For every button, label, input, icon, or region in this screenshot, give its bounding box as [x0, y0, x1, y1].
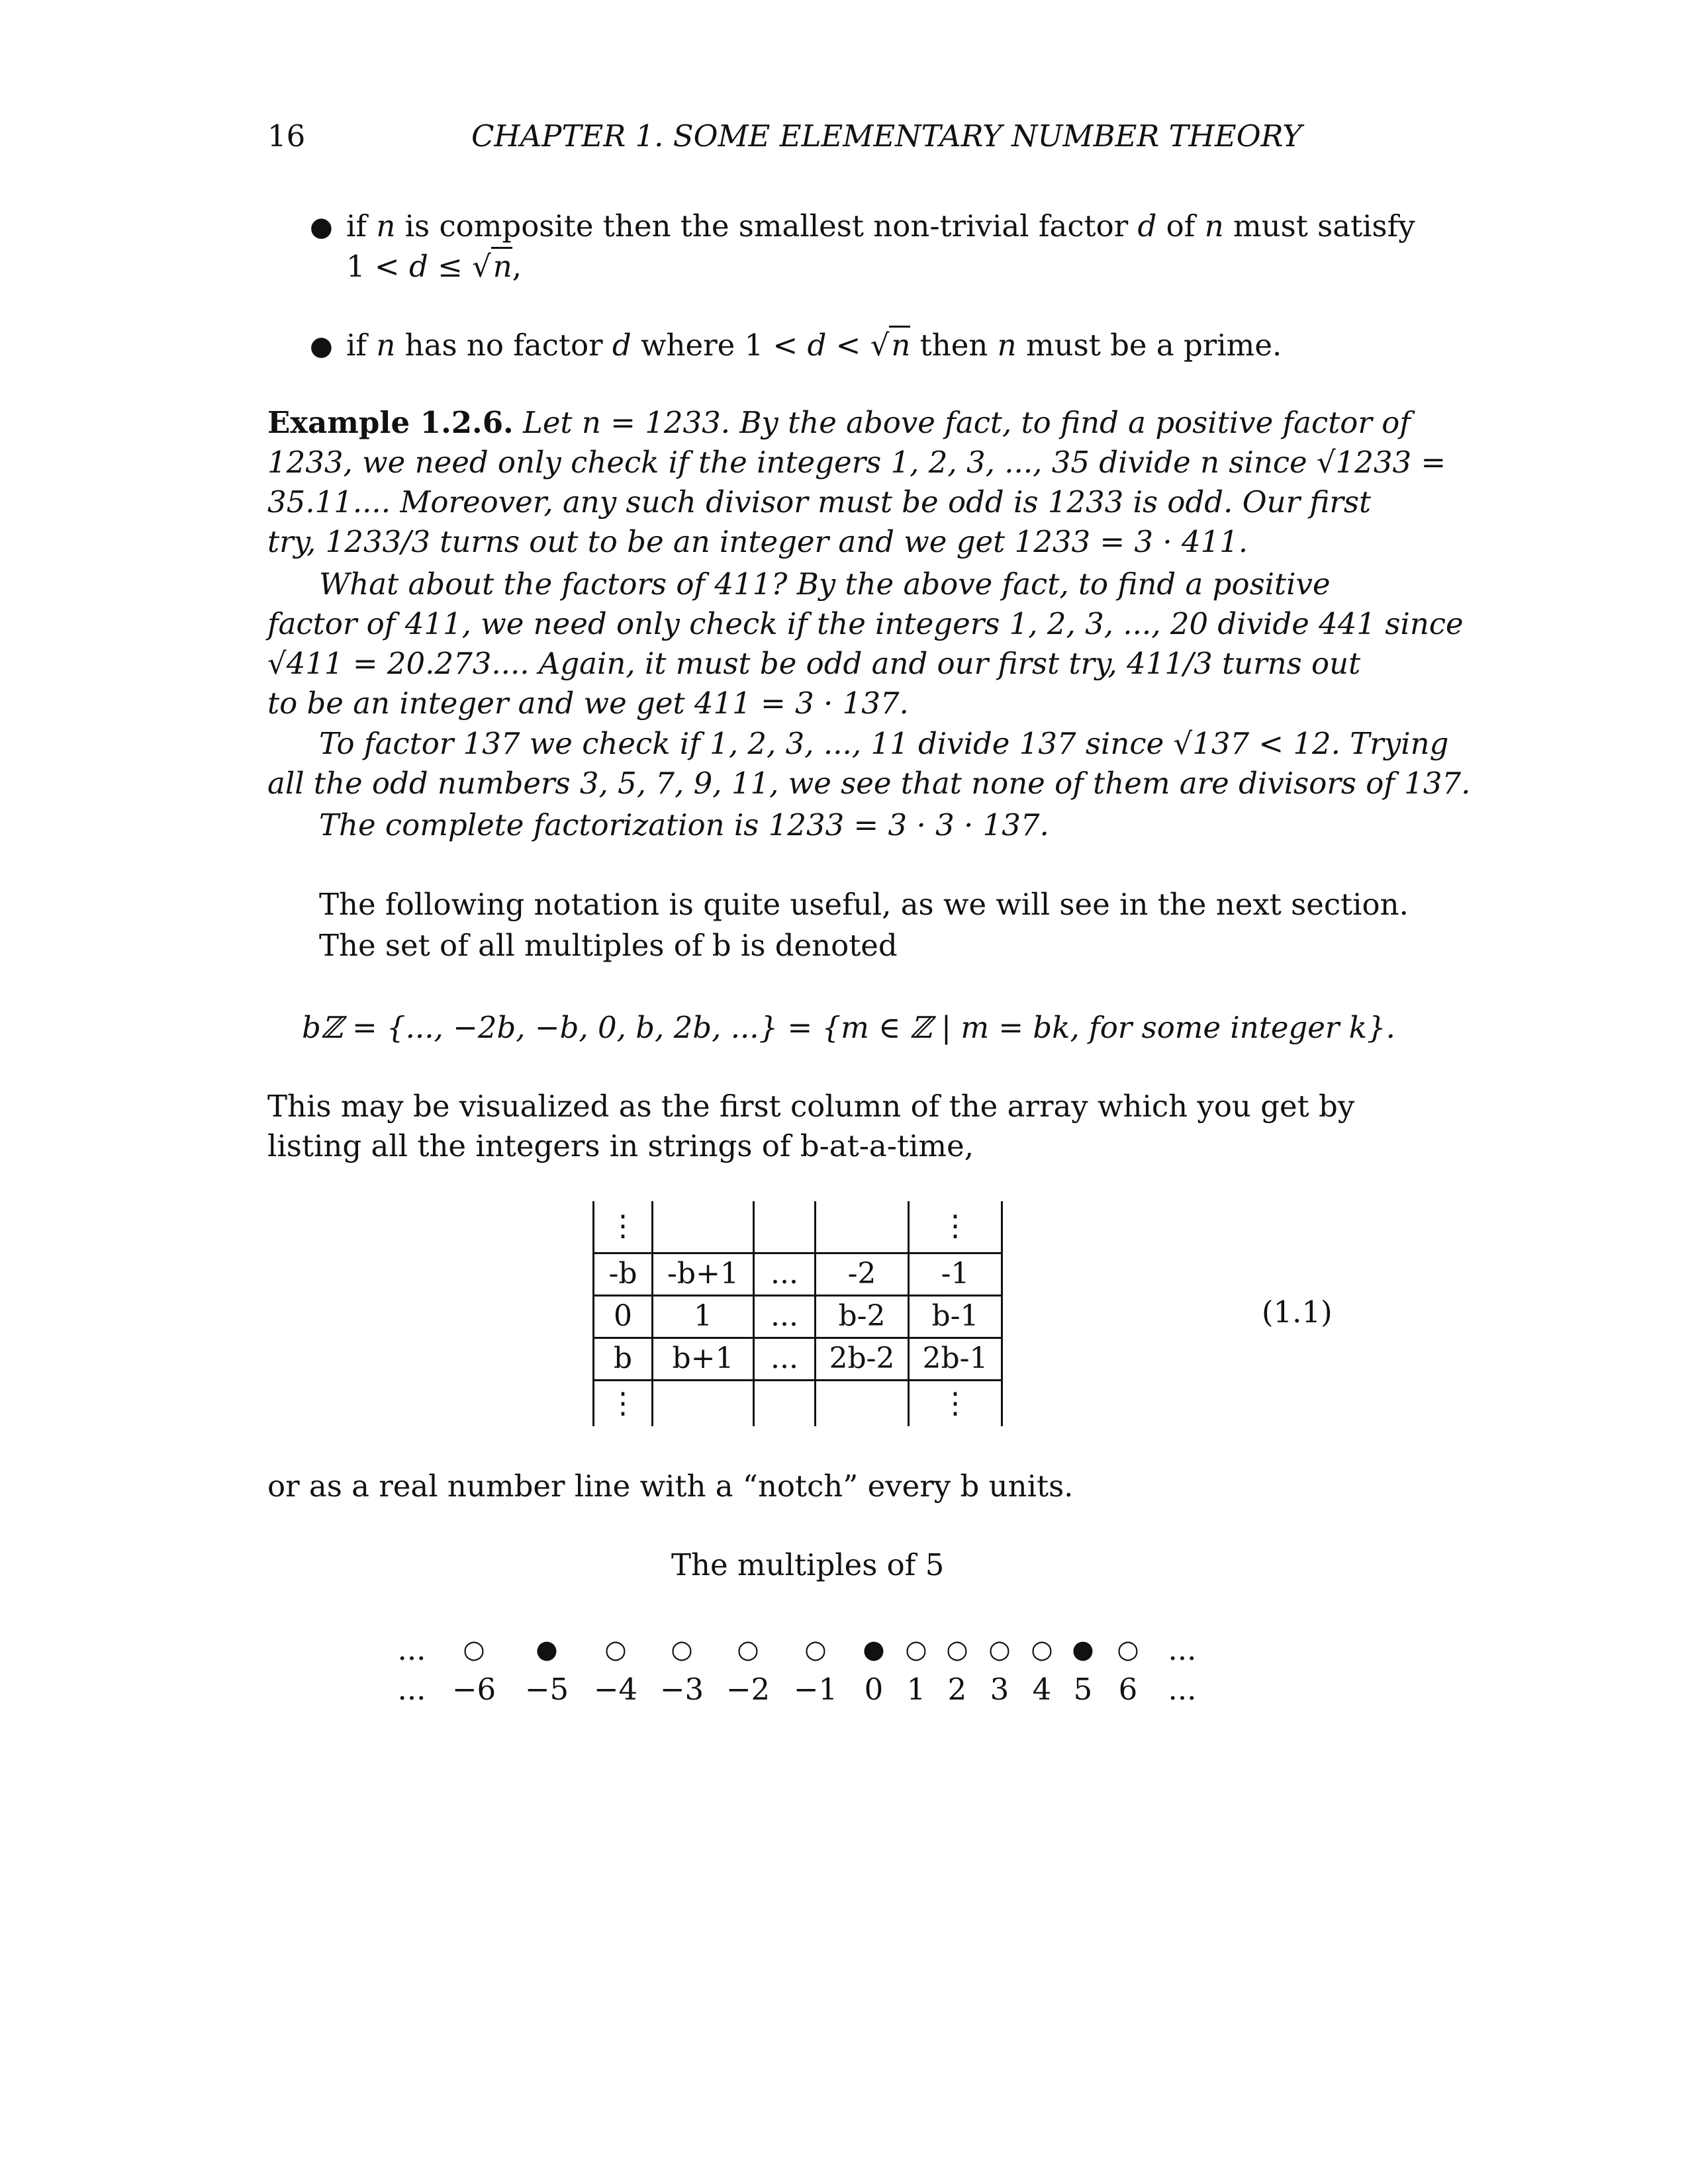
open-dot-icon: ○ [1117, 1635, 1139, 1664]
table-cell: ... [754, 1253, 816, 1295]
example-para3-line-1: To factor 137 we check if 1, 2, 3, ..., 11 divide 137 since √137 < 12. Trying [319, 726, 1449, 761]
bullet-1-line-1: if n is composite then the smallest non-trivial factor d of n must satisfy [346, 208, 1415, 244]
numberline-label: 6 [1118, 1672, 1138, 1707]
open-dot-icon: ○ [1031, 1635, 1053, 1664]
table-cell: ... [754, 1295, 816, 1338]
bullet-icon: ● [310, 331, 333, 361]
ellipsis: ... [1168, 1632, 1197, 1667]
example-para2-line-3: √411 = 20.273.... Again, it must be odd and our first try, 411/3 turns out [267, 646, 1361, 681]
ellipsis: ... [397, 1632, 426, 1667]
page-number: 16 [267, 118, 306, 154]
table-cell: 2b-1 [909, 1338, 1002, 1380]
example-para2-line-1: What about the factors of 411? By the above fact, to find a positive [319, 567, 1331, 602]
open-dot-icon: ○ [946, 1635, 968, 1664]
open-dot-icon: ○ [463, 1635, 485, 1664]
table-cell: 2b-2 [816, 1338, 909, 1380]
numberline-label: 2 [947, 1672, 967, 1707]
vdots-cell: ⋮ [594, 1380, 653, 1426]
notation-line-2: The set of all multiples of b is denoted [319, 928, 898, 963]
open-dot-icon: ○ [604, 1635, 627, 1664]
filled-dot-icon: ● [536, 1635, 558, 1664]
numberline-label: −2 [726, 1672, 771, 1707]
vdots-cell: ⋮ [594, 1201, 653, 1253]
example-para3-line-2: all the odd numbers 3, 5, 7, 9, 11, we see that none of them are divisors of 137. [267, 766, 1471, 801]
table-row [594, 1201, 1002, 1253]
numberline-label: 5 [1073, 1672, 1093, 1707]
example-para4-line-1: The complete factorization is 1233 = 3 · 3 · 137. [319, 807, 1049, 842]
table-cell: -1 [909, 1253, 1002, 1295]
open-dot-icon: ○ [737, 1635, 759, 1664]
table-cell: b+1 [653, 1338, 754, 1380]
numberline-label: 3 [990, 1672, 1009, 1707]
chapter-title: CHAPTER 1. SOME ELEMENTARY NUMBER THEORY [471, 118, 1302, 154]
example-line-1: Example 1.2.6. Let n = 1233. By the above fact, to find a positive factor of [267, 405, 1411, 440]
notation-line-4: listing all the integers in strings of b-at-a-time, [267, 1128, 974, 1163]
table-cell: -b+1 [653, 1253, 754, 1295]
table-row [594, 1295, 1002, 1338]
open-dot-icon: ○ [804, 1635, 827, 1664]
numberline-label: ... [1168, 1672, 1197, 1707]
table-cell: -2 [816, 1253, 909, 1295]
open-dot-icon: ○ [905, 1635, 927, 1664]
numberline-marks [0, 1629, 1688, 1670]
numberline-label: 4 [1032, 1672, 1052, 1707]
numberline-label: ... [397, 1672, 426, 1707]
table-row [594, 1380, 1002, 1426]
numberline-label: 0 [864, 1672, 884, 1707]
numberline-label: −5 [524, 1672, 569, 1707]
numberline-label: −1 [793, 1672, 838, 1707]
filled-dot-icon: ● [863, 1635, 885, 1664]
equation-number: (1.1) [1262, 1295, 1333, 1330]
table-cell: 1 [653, 1295, 754, 1338]
table-cell: ... [754, 1338, 816, 1380]
bullet-1-line-2: 1 < d ≤ √n, [346, 246, 522, 287]
table-cell: -b [594, 1253, 653, 1295]
example-line-4: try, 1233/3 turns out to be an integer and we get 1233 = 3 · 411. [267, 524, 1248, 559]
integer-array-table [592, 1201, 1003, 1426]
numberline-label: −4 [593, 1672, 638, 1707]
table-cell: 0 [594, 1295, 653, 1338]
numberline-label: 1 [906, 1672, 926, 1707]
notation-line-1: The following notation is quite useful, as we will see in the next section. [319, 887, 1409, 922]
numberline-title: The multiples of 5 [671, 1547, 945, 1582]
numberline-labels [0, 1669, 1688, 1709]
numberline-label: −3 [659, 1672, 704, 1707]
example-line-3: 35.11.... Moreover, any such divisor must be odd is 1233 is odd. Our first [267, 484, 1372, 520]
bullet-icon: ● [310, 212, 333, 242]
numberline-label: −6 [451, 1672, 496, 1707]
table-row [594, 1338, 1002, 1380]
filled-dot-icon: ● [1072, 1635, 1094, 1664]
example-para2-line-2: factor of 411, we need only check if the integers 1, 2, 3, ..., 20 divide 441 since [267, 606, 1464, 641]
example-para2-line-4: to be an integer and we get 411 = 3 · 137. [267, 686, 909, 721]
open-dot-icon: ○ [988, 1635, 1011, 1664]
open-dot-icon: ○ [671, 1635, 693, 1664]
table-cell: b-1 [909, 1295, 1002, 1338]
table-cell: b [594, 1338, 653, 1380]
notation-line-3: This may be visualized as the first column of the array which you get by [267, 1089, 1355, 1124]
multiples-set-formula: bℤ = {..., −2b, −b, 0, b, 2b, ...} = {m ∈ ℤ | m = bk, for some integer k}. [302, 1010, 1395, 1045]
vdots-cell: ⋮ [909, 1201, 1002, 1253]
table-row [594, 1253, 1002, 1295]
numberline-intro: or as a real number line with a “notch” every b units. [267, 1469, 1074, 1504]
example-line-2: 1233, we need only check if the integers 1, 2, 3, ..., 35 divide n since √1233 = [267, 445, 1446, 480]
bullet-2-line: if n has no factor d where 1 < d < √n then n must be a prime. [346, 325, 1282, 365]
table-cell: b-2 [816, 1295, 909, 1338]
vdots-cell: ⋮ [909, 1380, 1002, 1426]
